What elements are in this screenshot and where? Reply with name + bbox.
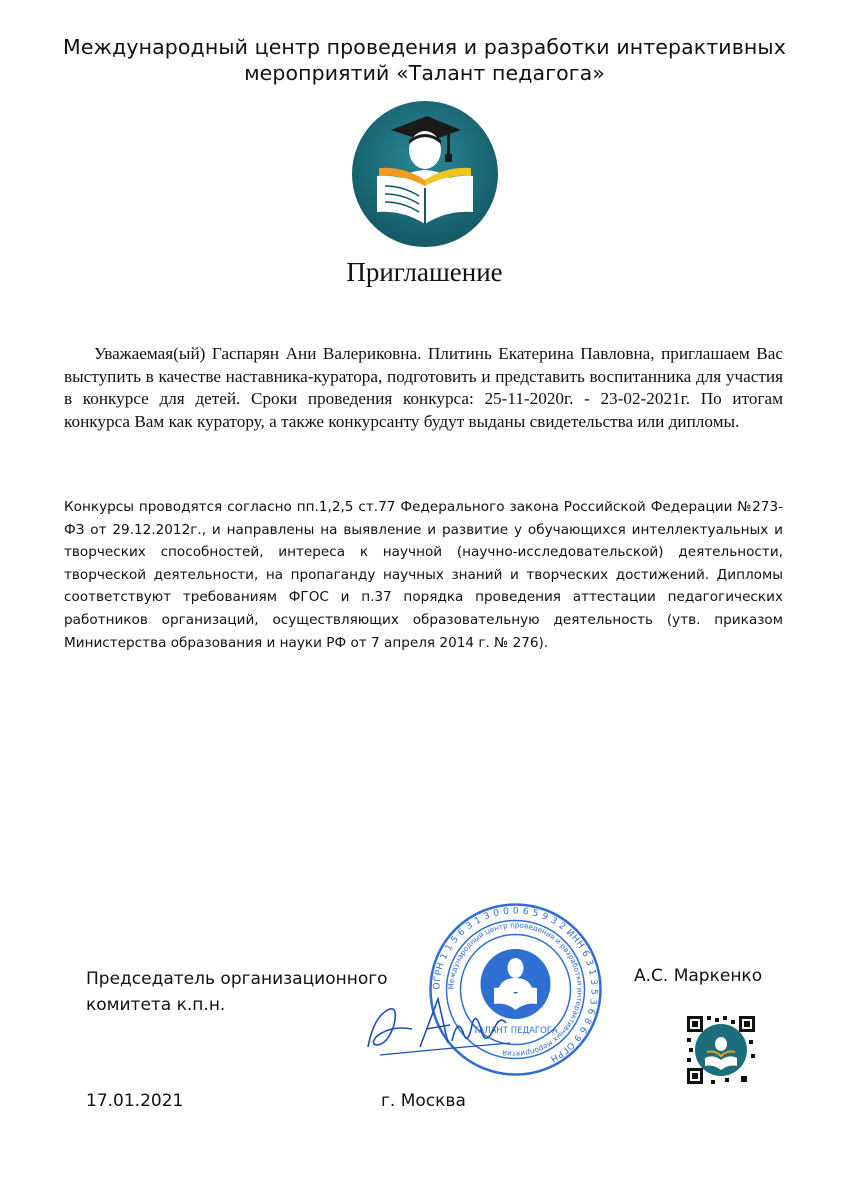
organization-name-line1: Международный центр проведения и разработки интерактивных — [63, 35, 786, 59]
issue-city: г. Москва — [381, 1091, 466, 1111]
stamp-inner-text: Международный центр проведения и разработки интерактивных мероприятий — [446, 920, 585, 1059]
signer-position-line2: комитета к.п.н. — [86, 995, 226, 1015]
legal-basis-paragraph: Конкурсы проводятся согласно пп.1,2,5 ст.77 Федерального закона Российской Федерации №273-ФЗ от 29.12.2012г., и направлены на выявление и развитие у обучающихся интеллектуальных и творческих способностей, интереса к научной (научно-исследовательской) деятельности, творческой деятельности, на пропаганду научных знаний и творческих достижений. Дипломы соответствуют требованиям ФГОС и п.37 порядка проведения аттестации педагогических работников организаций, осуществляющих образовательную деятельность (утв. приказом Министерства образования и науки РФ от 7 апреля 2014 г. № 276). — [64, 499, 783, 651]
graduate-with-book-icon — [351, 100, 499, 248]
invitation-paragraph — [64, 343, 783, 433]
invitation-text: Уважаемая(ый) Гаспарян Ани Валериковна. Плитинь Екатерина Павловна, приглашаем Вас выступить в качестве наставника-куратора, подготовить и представить воспитанника для участия в конкурсе для детей. Сроки проведения конкурса: 25-11-2020г. - 23-02-2021г. По итогам конкурса Вам как куратору, а также конкурсанту будут выданы свидетельства или дипломы. — [64, 344, 783, 431]
stamp-outer-text: ОГРН 1 1 5 6 3 1 3 0 0 0 6 5 9 3 2 ИНН 6 3 1 3 5 3 6 8 6 9 ОГРН — [432, 906, 599, 1064]
document-title: Приглашение — [346, 257, 503, 287]
signer-position — [86, 966, 388, 1018]
signer-name: А.С. Маркенко — [634, 966, 763, 986]
issue-date: 17.01.2021 — [86, 1091, 184, 1111]
qr-code-icon — [685, 1014, 757, 1086]
organization-name-line2: мероприятий «Талант педагога» — [244, 61, 605, 85]
stamp-center-label: ТАЛАНТ ПЕДАГОГА — [473, 1026, 558, 1036]
signer-position-line1: Председатель организационного — [86, 969, 388, 989]
organization-header — [40, 34, 809, 86]
handwritten-signature — [360, 985, 525, 1065]
